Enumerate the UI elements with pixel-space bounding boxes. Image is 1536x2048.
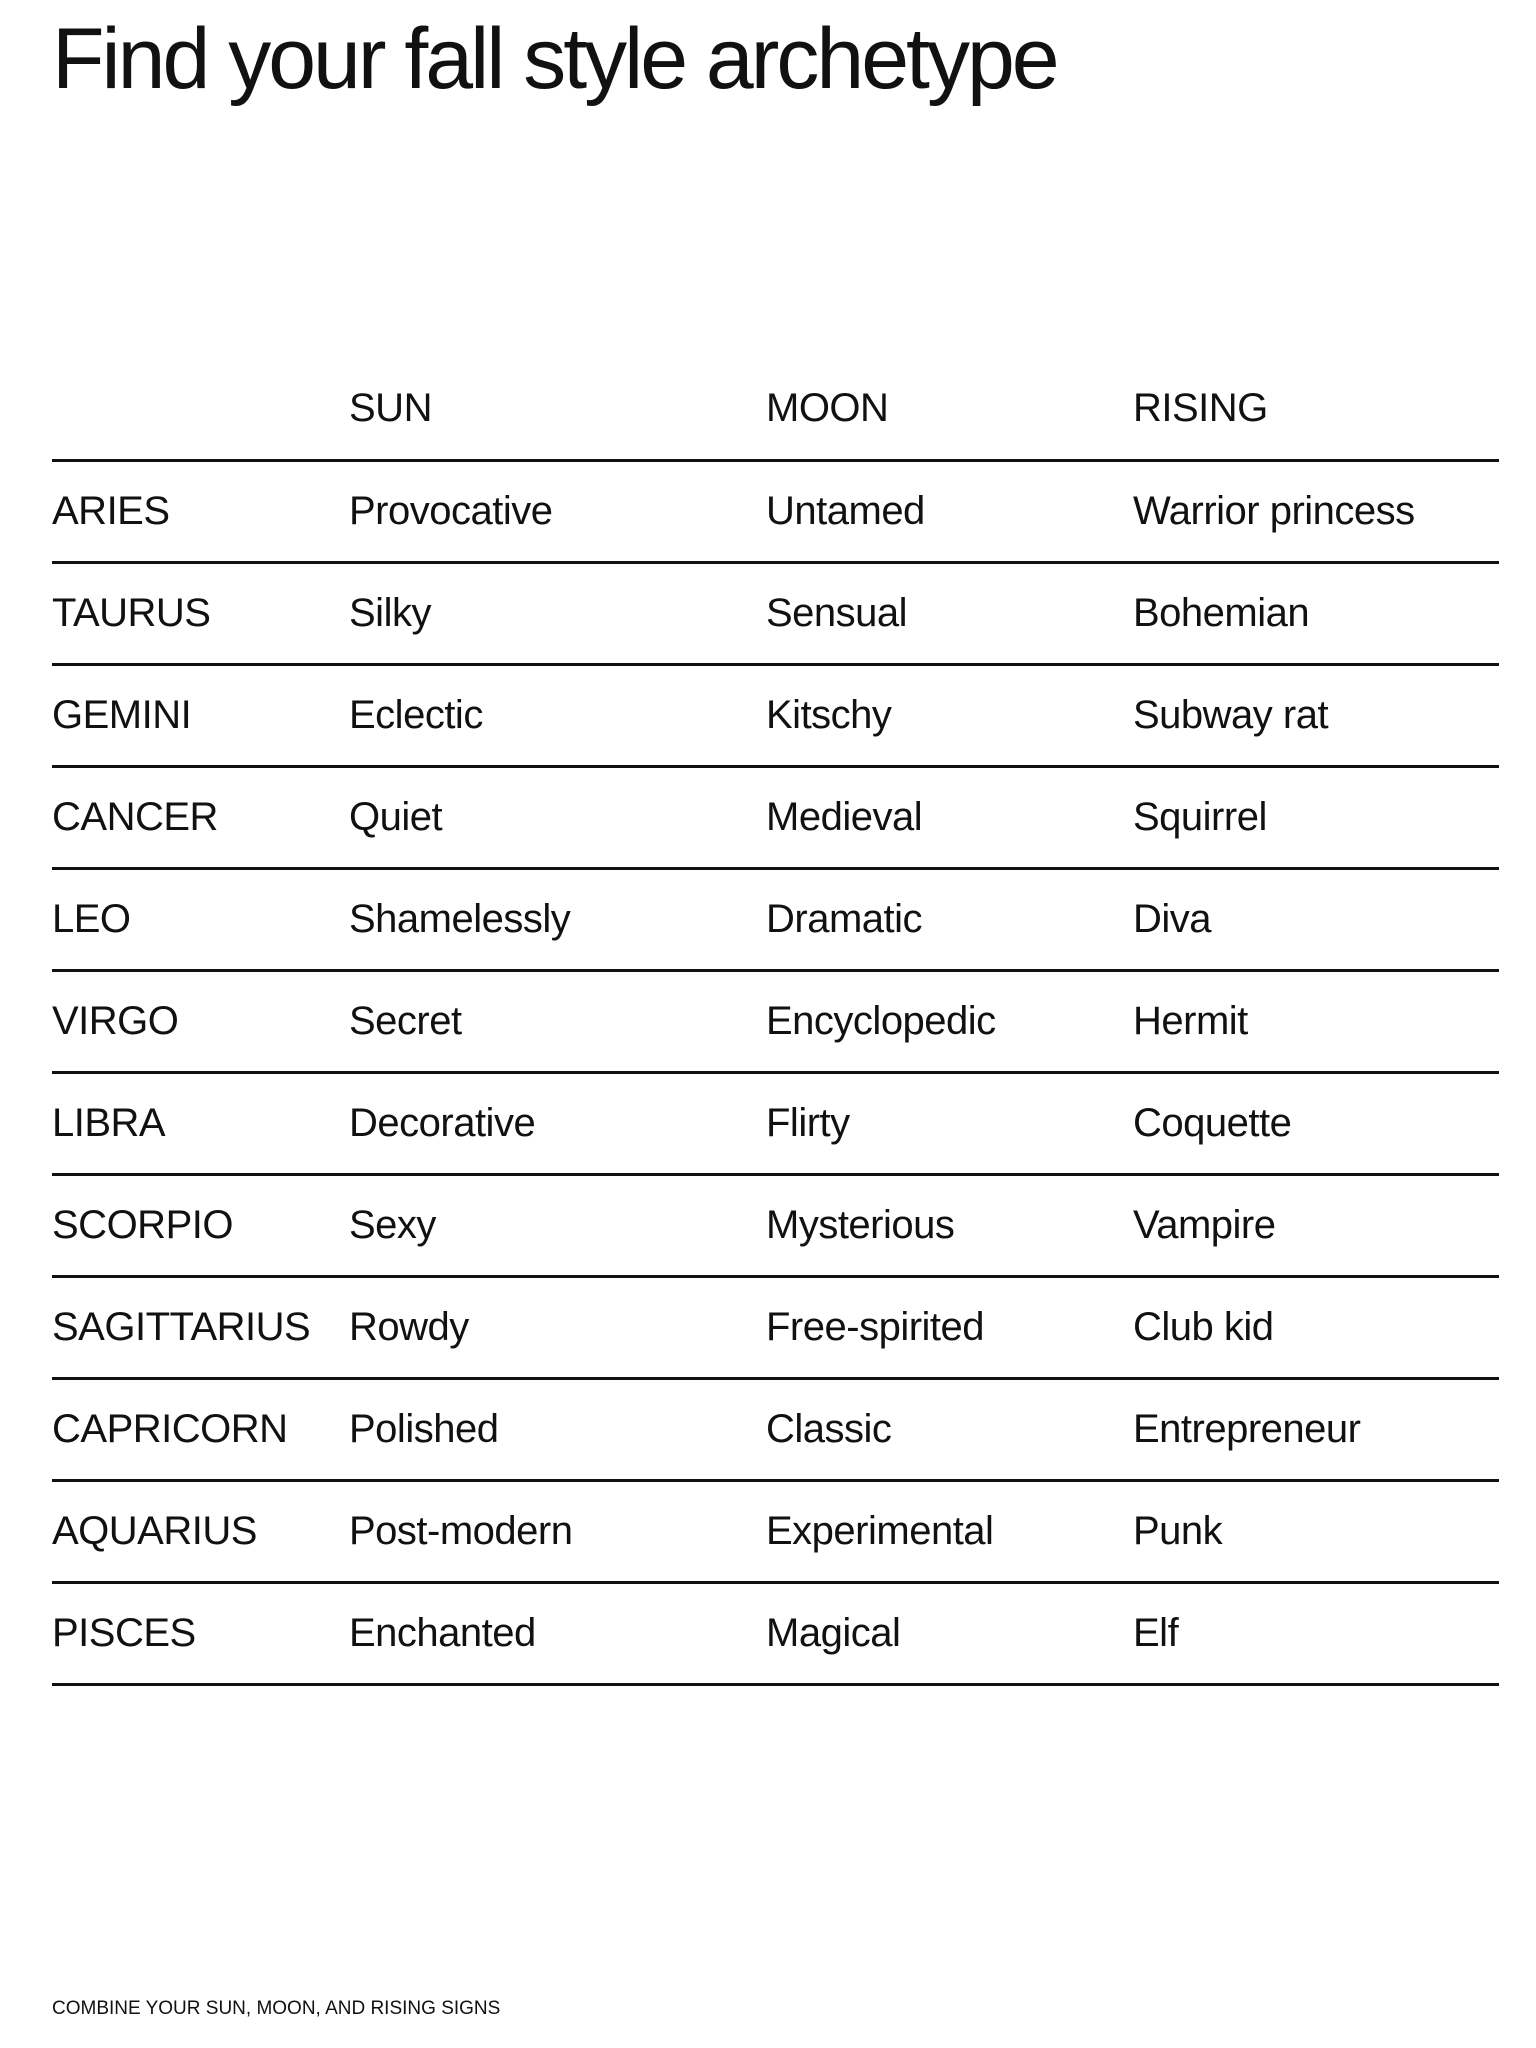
archetype-table — [52, 370, 1499, 1686]
moon-cell: Mysterious — [766, 1203, 955, 1247]
moon-cell: Flirty — [766, 1101, 850, 1145]
sun-cell: Sexy — [349, 1203, 436, 1247]
moon-cell: Untamed — [766, 489, 925, 533]
sign-cell: ARIES — [52, 489, 170, 533]
rising-cell: Squirrel — [1133, 795, 1267, 839]
table-row — [52, 1278, 1499, 1380]
table-row — [52, 1380, 1499, 1482]
table-row — [52, 972, 1499, 1074]
sun-cell: Quiet — [349, 795, 443, 839]
rising-cell: Vampire — [1133, 1203, 1276, 1247]
rising-cell: Diva — [1133, 897, 1212, 941]
sign-cell: SAGITTARIUS — [52, 1305, 311, 1349]
sign-cell: TAURUS — [52, 591, 211, 635]
moon-cell: Encyclopedic — [766, 999, 996, 1043]
table-row — [52, 462, 1499, 564]
sign-cell: GEMINI — [52, 693, 192, 737]
table-row — [52, 1176, 1499, 1278]
moon-cell: Free-spirited — [766, 1305, 985, 1349]
rising-cell: Elf — [1133, 1611, 1179, 1655]
rising-cell: Subway rat — [1133, 693, 1329, 737]
rising-cell: Warrior princess — [1133, 489, 1415, 533]
footer-note: COMBINE YOUR SUN, MOON, AND RISING SIGNS — [52, 1998, 501, 2019]
table-row — [52, 666, 1499, 768]
rising-cell: Coquette — [1133, 1101, 1292, 1145]
sign-cell: CANCER — [52, 795, 218, 839]
rising-cell: Bohemian — [1133, 591, 1310, 635]
page-title: Find your fall style archetype — [52, 11, 1057, 107]
sun-cell: Silky — [349, 591, 431, 635]
sun-cell: Secret — [349, 999, 462, 1043]
moon-cell: Kitschy — [766, 693, 892, 737]
table-row — [52, 1584, 1499, 1686]
sign-cell: LIBRA — [52, 1101, 166, 1145]
sign-cell: LEO — [52, 897, 131, 941]
table-row — [52, 1482, 1499, 1584]
sign-cell: VIRGO — [52, 999, 179, 1043]
rising-cell: Hermit — [1133, 999, 1248, 1043]
moon-cell: Dramatic — [766, 897, 923, 941]
sun-cell: Enchanted — [349, 1611, 536, 1655]
moon-cell: Magical — [766, 1611, 901, 1655]
sun-cell: Shamelessly — [349, 897, 571, 941]
rising-cell: Entrepreneur — [1133, 1407, 1361, 1451]
sun-cell: Polished — [349, 1407, 499, 1451]
rising-cell: Club kid — [1133, 1305, 1274, 1349]
column-header-moon: MOON — [766, 386, 889, 430]
table-row — [52, 564, 1499, 666]
rising-cell: Punk — [1133, 1509, 1223, 1553]
table-row — [52, 768, 1499, 870]
table-row — [52, 1074, 1499, 1176]
table-header — [52, 370, 1499, 462]
column-header-rising: RISING — [1133, 386, 1268, 430]
sun-cell: Provocative — [349, 489, 553, 533]
sun-cell: Decorative — [349, 1101, 536, 1145]
sign-cell: SCORPIO — [52, 1203, 233, 1247]
sun-cell: Post-modern — [349, 1509, 573, 1553]
sign-cell: AQUARIUS — [52, 1509, 257, 1553]
moon-cell: Sensual — [766, 591, 908, 635]
sun-cell: Eclectic — [349, 693, 483, 737]
column-header-sun: SUN — [349, 386, 432, 430]
moon-cell: Classic — [766, 1407, 892, 1451]
sun-cell: Rowdy — [349, 1305, 469, 1349]
sign-cell: PISCES — [52, 1611, 196, 1655]
sign-cell: CAPRICORN — [52, 1407, 288, 1451]
moon-cell: Experimental — [766, 1509, 994, 1553]
table-row — [52, 870, 1499, 972]
moon-cell: Medieval — [766, 795, 923, 839]
